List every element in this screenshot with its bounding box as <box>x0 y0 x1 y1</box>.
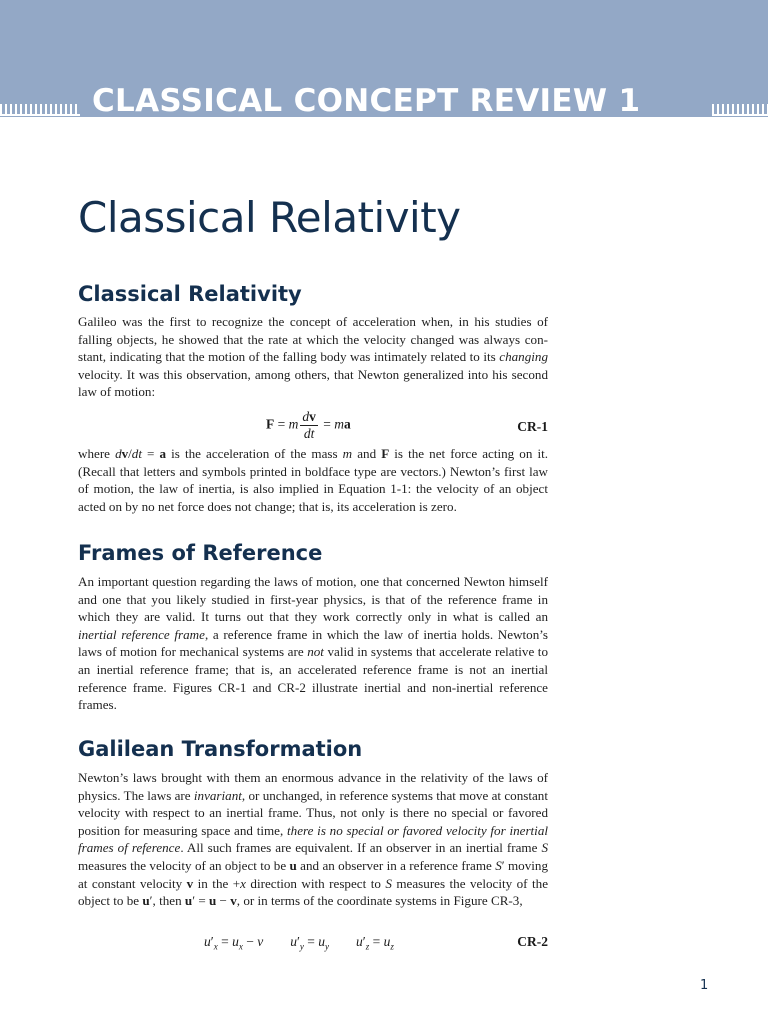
equation-cr-2 <box>78 934 548 974</box>
equation-cr-2-body: $u'_x = u_x - v$ $u'_y = u_y$ $u'_z = u_z$ <box>204 934 394 952</box>
section-3-paragraph-1: Newton’s laws brought with them an enormous advance in the relativity of the laws of physics. The laws are invariant, or unchanged, in reference systems that move at constant velocity with respect to an inertial frame. Thus, not only is there no special or favored position for measuring space and time, there is no special or favored velocity for inertial frames of reference. All such frames are equivalent. If an observer in an inertial frame S measures the velocity of an object to be u and an observer in a reference frame S′ moving at constant velocity v in the +x direction with respect to S measures the velocity of the object to be u′, then u′ = u − v, or in terms of the coordinate systems in Figure CR-3, <box>78 770 549 909</box>
page-title: Classical Relativity <box>78 193 461 242</box>
section-heading-galilean-transformation: Galilean Transformation <box>78 737 363 761</box>
equation-label-cr-1: CR-1 <box>517 419 548 434</box>
section-2-paragraph-1: An important question regarding the laws of motion, one that concerned Newton himself and one that you likely studied in first-year physics, is that of the reference frame in which they are valid. It turns out that they work correctly only in what is called an inertial reference frame, a reference frame in which the law of inertia holds. Newton’s laws of motion for mechanical systems are not valid in systems that accelerate relative to an inertial reference frame; that is, an accelerated reference frame is not an inertial reference frame. Figures CR-1 and CR-2 illustrate inertial and non-inertial reference frames. <box>78 574 548 713</box>
section-1-paragraph-1: Galileo was the first to recognize the concept of acceleration when, in his studies of falling objects, he showed that the rate at which the velocity changed was always constant, indicating that the motion of the falling body was intimately related to its changing velocity. It was this observation, among others, that Newton generalized into his second law of motion: <box>78 314 548 400</box>
page-number: 1 <box>700 978 709 993</box>
section-heading-frames-of-reference: Frames of Reference <box>78 541 323 565</box>
banner-tick-rule-left <box>0 104 80 116</box>
chapter-label: CLASSICAL CONCEPT REVIEW 1 <box>92 83 641 119</box>
section-1-paragraph-2: where dv/dt = a is the acceleration of the mass m and F is the net force acting on it. (Recall that letters and symbols printed in boldface type are vectors.) Newton’s first law of motion, the law of inertia, is also implied in Equation 1-1: the velocity of an object acted on by no net force does not change; that is, its acceleration is zero. <box>78 446 548 514</box>
equation-cr-1 <box>78 409 548 449</box>
banner-tick-rule-right <box>712 104 768 116</box>
equation-label-cr-2: CR-2 <box>517 934 548 949</box>
section-heading-classical-relativity: Classical Relativity <box>78 282 302 306</box>
equation-cr-1-body: F = m $\frac{dv}{dt}$ = ma <box>266 409 351 441</box>
